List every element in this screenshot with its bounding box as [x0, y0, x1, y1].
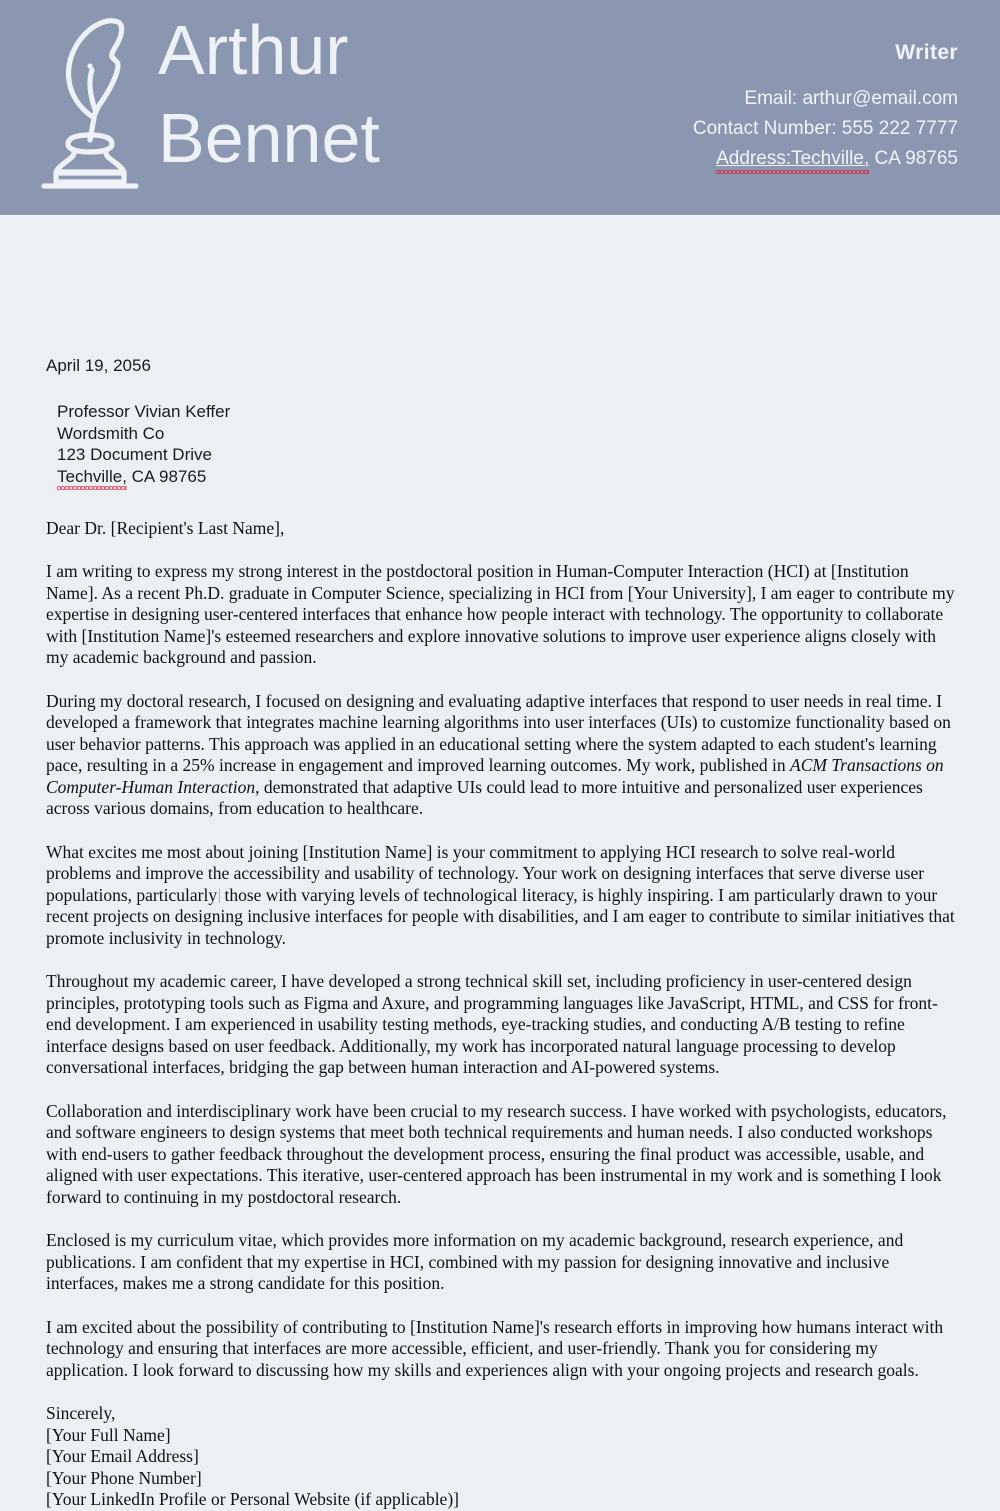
spellcheck-error-city: Techville, [57, 467, 127, 490]
contact-address-rest: CA 98765 [869, 148, 958, 169]
recipient-street: 123 Document Drive [57, 445, 212, 464]
recipient-company: Wordsmith Co [57, 423, 165, 443]
signature-email: [Your Email Address] [46, 1446, 199, 1466]
quill-pen-inkwell-icon [34, 16, 146, 196]
name-block [158, 6, 380, 182]
paragraph-doctoral-research [46, 691, 955, 820]
paragraph-closing: I am excited about the possibility of contributing to [Institution Name]'s research efforts in improving how humans interact with technology and ensuring that interfaces are more accessible, efficient, and user-friendly. Thank you for considering my application. I look forward to discussing how my skills and experiences align with your ongoing projects and research goals. [46, 1316, 944, 1380]
letter-date: April 19, 2056 [46, 356, 151, 375]
paragraph-text-after-italic: , demonstrated that adaptive UIs could lead to more intuitive and personalized user experiences across various domains, from education to healthcare. [46, 776, 923, 818]
header-inner [0, 0, 1000, 215]
letter-body [0, 355, 1000, 1511]
recipient-name: Professor Vivian Keffer [57, 402, 231, 421]
signature-closing: Sincerely, [46, 1403, 116, 1423]
letterhead-header [0, 0, 1000, 215]
paragraph-motivation [46, 842, 955, 950]
last-name: Bennet [158, 99, 380, 177]
signature-block [46, 1403, 955, 1511]
recipient-address-block [57, 401, 955, 487]
paragraph-text-before-italic: During my doctoral research, I focused on designing and evaluating adaptive interfaces that respond to user needs in real time. I developed a framework that integrates machine learning algorithms into user interfaces (UIs) to customize functionality based on user behavior patterns. This approach was applied in an educational setting where the system adapted to each student's learning pace, resulting in a 25% increase in engagement and improved learning outcomes. My work, published in [46, 690, 951, 775]
signature-phone: [Your Phone Number] [46, 1467, 202, 1488]
paragraph-motivation-part1: What excites me most about joining [Institution Name] is your commitment to applying HCI research to solve real-world problems and improve the accessibility and usability of technology. Your work on designing interfaces that serve diverse user populations, particularly [46, 841, 925, 905]
signature-full-name: [Your Full Name] [46, 1424, 171, 1445]
salutation: Dear Dr. [Recipient's Last Name], [46, 518, 285, 538]
spellcheck-error-address: Address:Techville, [716, 148, 869, 174]
paragraph-intro: I am writing to express my strong interest in the postdoctoral position in Human-Computer Interaction (HCI) at [Institution Name]. As a recent Ph.D. graduate in Computer Science, specializing in HCI from [Your University], I am eager to contribute my expertise in designing user-centered interfaces that enhance how people interact with technology. The opportunity to collaborate with [Institution Name]'s esteemed researchers and explore innovative solutions to improve user experience aligns closely with my academic background and passion. [46, 561, 955, 667]
contact-email: Email: arthur@email.com [744, 88, 958, 109]
paragraph-motivation-part2: those with varying levels of technological literacy, is highly inspiring. I am particularly drawn to your recent projects on designing inclusive interfaces for people with disabilities, and I am eager to contribute to similar initiatives that promote inclusivity in technology. [46, 884, 955, 948]
job-title: Writer [895, 41, 958, 64]
paragraph-enclosure: Enclosed is my curriculum vitae, which provides more information on my academic background, research experience, and publications. I am confident that my expertise in HCI, combined with my passion for designing innovative and inclusive interfaces, makes me a strong candidate for this position. [46, 1230, 904, 1293]
first-name: Arthur [158, 11, 349, 89]
contact-block [693, 0, 1000, 174]
contact-address [693, 144, 958, 174]
recipient-city-rest: CA 98765 [126, 466, 207, 486]
contact-phone: Contact Number: 555 222 7777 [692, 118, 958, 139]
paragraph-skills: Throughout my academic career, I have developed a strong technical skill set, including proficiency in user-centered design principles, prototyping tools such as Figma and Axure, and programming languages like JavaScript, HTML, and CSS for front-end development. I am experienced in usability testing methods, eye-tracking studies, and conducting A/B testing to refine interface designs based on user feedback. Additionally, my work has incorporated natural language processing to develop conversational interfaces, bridging the gap between human interaction and AI-powered systems. [46, 971, 938, 1077]
paragraph-collaboration: Collaboration and interdisciplinary work have been crucial to my research success. I have worked with psychologists, educators, and software engineers to design systems that meet both technical requirements and human needs. I also conducted workshops with end-users to gather feedback throughout the development process, ensuring the final product was accessible, usable, and aligned with user expectations. This iterative, user-centered approach has been instrumental in my work and is something I look forward to continuing in my postdoctoral research. [46, 1100, 947, 1207]
brand-block [0, 0, 380, 196]
recipient-city-line [57, 466, 955, 488]
signature-linkedin: [Your LinkedIn Profile or Personal Website (if applicable)] [46, 1489, 459, 1509]
journal-name-italic: ACM Transactions on Computer-Human Interaction [46, 755, 944, 797]
